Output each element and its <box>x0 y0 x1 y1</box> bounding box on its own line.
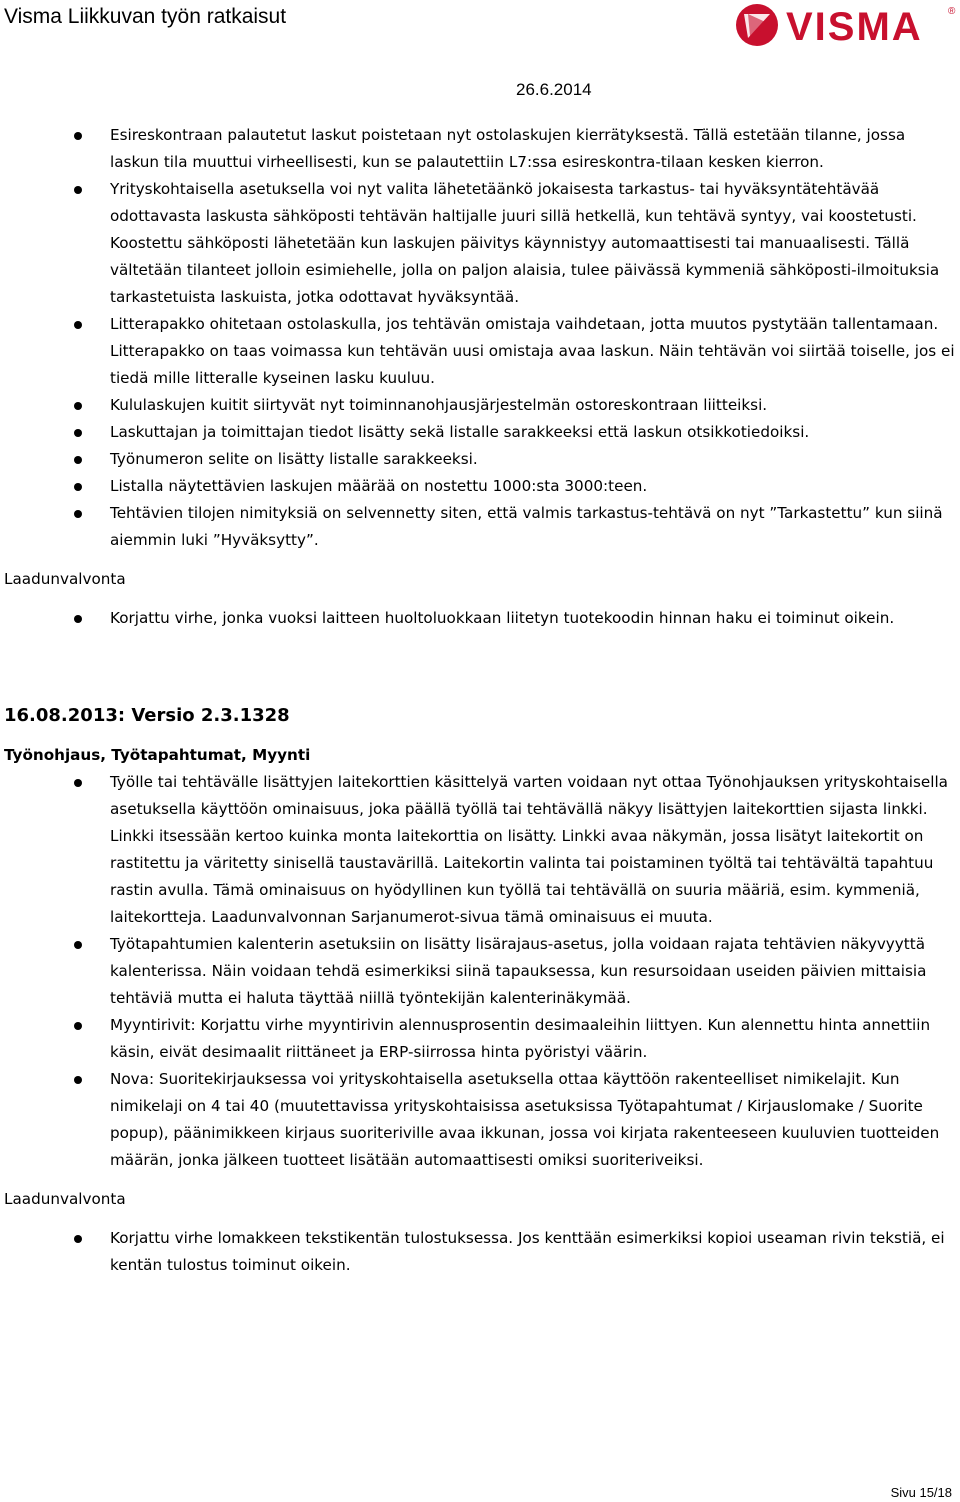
change-list-a <box>0 122 960 554</box>
bullet-icon <box>74 186 82 194</box>
bullet-icon <box>74 510 82 518</box>
list-item: Yrityskohtaisella asetuksella voi nyt valita lähetetäänkö jokaisesta tarkastus- tai hyväksyntätehtävää odottavasta laskusta sähköposti tehtävän haltijalle juuri sillä hetkellä, kun tehtävä syntyy, vai koostetusti. Koostettu sähköposti lähetetään kun laskujen päivitys käynnistyy automaattisesti tai manuaalisesti. Tällä vältetään tilanteet jolloin esimiehelle, jolla on paljon alaisia, tulee päivässä kymmeniä sähköposti-ilmoituksia tarkastetuista laskuista, jotka odottavat hyväksyntää. <box>0 176 960 311</box>
header-title: Visma Liikkuvan työn ratkaisut <box>4 5 287 28</box>
section-heading-tyonohjaus: Työnohjaus, Työtapahtumat, Myynti <box>4 746 311 764</box>
list-item: Litterapakko ohitetaan ostolaskulla, jos tehtävän omistaja vaihdetaan, jotta muutos pystytään tallentamaan. Litterapakko on taas voimassa kun tehtävän uusi omistaja avaa laskun. Näin tehtävän voi siirtää toiselle, jos ei tiedä mille litteralle kyseinen lasku kuuluu. <box>0 311 960 392</box>
bullet-icon <box>74 321 82 329</box>
section-heading-laadunvalvonta-2: Laadunvalvonta <box>4 1190 126 1208</box>
bullet-icon <box>74 456 82 464</box>
change-list-c <box>0 769 960 1174</box>
bullet-icon <box>74 1235 82 1243</box>
bullet-icon <box>74 779 82 787</box>
list-item: Työtapahtumien kalenterin asetuksiin on lisätty lisärajaus-asetus, jolla voidaan rajata tehtävien näkyvyyttä kalenterissa. Näin voidaan tehdä esimerkiksi siinä tapauksessa, kun resursoidaan useiden päivien mittaisia tehtäviä mutta ei haluta täyttää niillä työntekijän kalenterinäkymää. <box>0 931 960 1012</box>
list-item: Korjattu virhe, jonka vuoksi laitteen huoltoluokkaan liitetyn tuotekoodin hinnan haku ei toiminut oikein. <box>0 605 960 632</box>
document-body <box>0 122 960 1279</box>
list-item: Tehtävien tilojen nimityksiä on selvennetty siten, että valmis tarkastus-tehtävä on nyt ”Tarkastettu” kun siinä aiemmin luki ”Hyväksytty”. <box>0 500 960 554</box>
change-list-b <box>0 605 960 632</box>
list-item: Kululaskujen kuitit siirtyvät nyt toiminnanohjausjärjestelmän ostoreskontraan liitteiksi. <box>0 392 960 419</box>
bullet-icon <box>74 1076 82 1084</box>
bullet-icon <box>74 941 82 949</box>
svg-text:®: ® <box>948 6 956 17</box>
bullet-icon <box>74 615 82 623</box>
list-item: Työlle tai tehtävälle lisättyjen laitekorttien käsittelyä varten voidaan nyt ottaa Työnohjauksen yrityskohtaisella asetuksella käyttöön ominaisuus, joka päällä työllä tai tehtävällä näkyy lisättyjen laitekorttien sijasta linkki. Linkki itsessään kertoo kuinka monta laitekorttia on lisätty. Linkki avaa näkymän, jossa lisätyt laitekortit on rastitettu ja väritetty sinisellä taustavärillä. Laitekortin valinta tai poistaminen työltä tai tehtävältä tapahtuu rastin avulla. Tämä ominaisuus on hyödyllinen kun työllä tai tehtävällä on suuria määriä, esim. kymmeniä, laitekortteja. Laadunvalvonnan Sarjanumerot-sivua tämä ominaisuus ei muuta. <box>0 769 960 931</box>
version-heading: 16.08.2013: Versio 2.3.1328 <box>4 705 290 726</box>
change-list-d <box>0 1225 960 1279</box>
list-item: Laskuttajan ja toimittajan tiedot lisätty sekä listalle sarakkeeksi että laskun otsikkotiedoiksi. <box>0 419 960 446</box>
list-item: Listalla näytettävien laskujen määrää on nostettu 1000:sta 3000:teen. <box>0 473 960 500</box>
section-heading-laadunvalvonta: Laadunvalvonta <box>4 570 126 588</box>
bullet-icon <box>74 132 82 140</box>
list-item: Myyntirivit: Korjattu virhe myyntirivin alennusprosentin desimaaleihin liittyen. Kun alennettu hinta annettiin käsin, eivät desimaalit riittäneet ja ERP-siirrossa hinta pyöristyi väärin. <box>0 1012 960 1066</box>
bullet-icon <box>74 1022 82 1030</box>
bullet-icon <box>74 429 82 437</box>
list-item: Esireskontraan palautetut laskut poistetaan nyt ostolaskujen kierrätyksestä. Tällä estetään tilanne, jossa laskun tila muuttui virheellisesti, kun se palautettiin L7:ssa esireskontra-tilaan kesken kierron. <box>0 122 960 176</box>
logo-text: VISMA <box>786 5 923 48</box>
header-date: 26.6.2014 <box>516 80 592 99</box>
list-item: Korjattu virhe lomakkeen tekstikentän tulostuksessa. Jos kenttään esimerkiksi kopioi useaman rivin tekstiä, ei kentän tulostus toiminut oikein. <box>0 1225 960 1279</box>
list-item: Nova: Suoritekirjauksessa voi yrityskohtaisella asetuksella ottaa käyttöön rakenteelliset nimikelajit. Kun nimikelaji on 4 tai 40 (muutettavissa yrityskohtaisissa asetuksissa Työtapahtumat / Kirjauslomake / Suorite popup), päänimikkeen kirjaus suoriteriville avaa ikkunan, jossa voi kirjata rakenteeseen kuuluvien tuotteiden määrän, jonka jälkeen tuotteet lisätään automaattisesti omiksi suoriteriveiksi. <box>0 1066 960 1174</box>
visma-logo <box>734 2 960 48</box>
page-number: Sivu 15/18 <box>890 1485 952 1500</box>
bullet-icon <box>74 402 82 410</box>
bullet-icon <box>74 483 82 491</box>
list-item: Työnumeron selite on lisätty listalle sarakkeeksi. <box>0 446 960 473</box>
